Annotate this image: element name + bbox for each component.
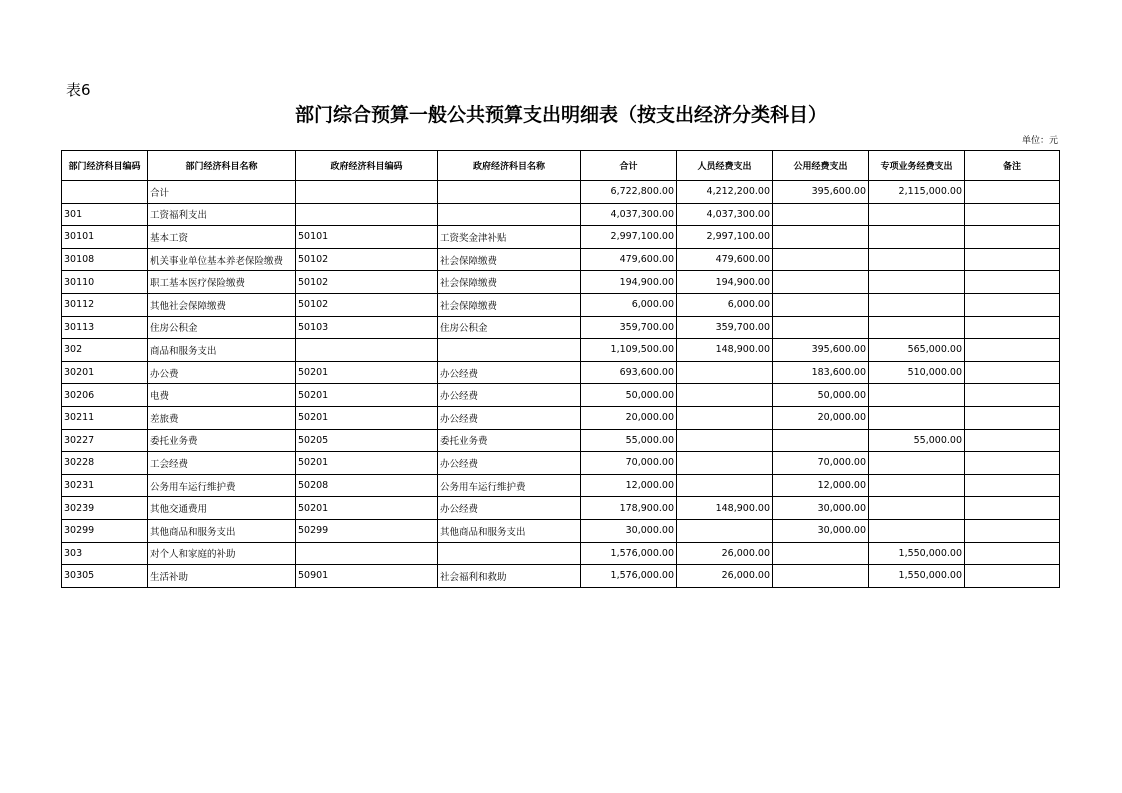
cell-special [869,406,965,429]
cell-gov-name [438,542,581,565]
cell-gov-code: 50201 [296,452,438,475]
cell-dept-code: 30113 [62,316,148,339]
cell-total: 20,000.00 [581,406,677,429]
cell-personnel: 2,997,100.00 [677,226,773,249]
cell-note [965,384,1060,407]
cell-dept-code: 30299 [62,519,148,542]
cell-total: 2,997,100.00 [581,226,677,249]
cell-gov-code: 50103 [296,316,438,339]
cell-special [869,497,965,520]
cell-total: 55,000.00 [581,429,677,452]
cell-total: 30,000.00 [581,519,677,542]
cell-note [965,226,1060,249]
cell-dept-name: 住房公积金 [148,316,296,339]
table-row [62,384,1060,407]
cell-dept-name: 委托业务费 [148,429,296,452]
table-row [62,565,1060,588]
table-row [62,406,1060,429]
cell-special [869,384,965,407]
cell-special: 565,000.00 [869,339,965,362]
cell-note [965,497,1060,520]
cell-gov-name: 其他商品和服务支出 [438,519,581,542]
cell-gov-code: 50901 [296,565,438,588]
cell-total: 178,900.00 [581,497,677,520]
table-row [62,542,1060,565]
cell-gov-code [296,339,438,362]
header-public: 公用经费支出 [773,151,869,181]
cell-special: 1,550,000.00 [869,542,965,565]
cell-dept-name: 机关事业单位基本养老保险缴费 [148,248,296,271]
cell-dept-name: 办公费 [148,361,296,384]
cell-personnel [677,406,773,429]
cell-dept-code: 30108 [62,248,148,271]
cell-dept-name: 基本工资 [148,226,296,249]
cell-gov-code: 50102 [296,293,438,316]
cell-gov-name: 办公经费 [438,361,581,384]
cell-gov-code: 50102 [296,248,438,271]
cell-personnel [677,361,773,384]
cell-note [965,203,1060,226]
cell-dept-code: 301 [62,203,148,226]
cell-note [965,429,1060,452]
header-dept-code: 部门经济科目编码 [62,151,148,181]
cell-gov-name: 社会福利和救助 [438,565,581,588]
cell-dept-name: 其他交通费用 [148,497,296,520]
table-header-row [62,151,1060,181]
cell-total: 6,722,800.00 [581,181,677,204]
cell-gov-name [438,203,581,226]
cell-public [773,565,869,588]
cell-public [773,316,869,339]
cell-dept-code: 30211 [62,406,148,429]
cell-total: 1,109,500.00 [581,339,677,362]
cell-total: 50,000.00 [581,384,677,407]
cell-dept-name: 商品和服务支出 [148,339,296,362]
cell-special [869,474,965,497]
cell-note [965,293,1060,316]
cell-dept-name: 其他社会保障缴费 [148,293,296,316]
table-row [62,248,1060,271]
cell-note [965,565,1060,588]
cell-special [869,271,965,294]
cell-special [869,519,965,542]
table-row [62,361,1060,384]
cell-total: 1,576,000.00 [581,565,677,588]
header-note: 备注 [965,151,1060,181]
cell-public [773,226,869,249]
header-special: 专项业务经费支出 [869,151,965,181]
table-row [62,203,1060,226]
cell-dept-name: 差旅费 [148,406,296,429]
cell-public: 30,000.00 [773,519,869,542]
cell-total: 693,600.00 [581,361,677,384]
cell-personnel: 194,900.00 [677,271,773,294]
unit-label: 单位：元 [1021,136,1058,146]
cell-public: 183,600.00 [773,361,869,384]
cell-gov-code: 50201 [296,384,438,407]
cell-personnel: 148,900.00 [677,339,773,362]
table-row [62,271,1060,294]
cell-gov-name: 办公经费 [438,384,581,407]
cell-total: 479,600.00 [581,248,677,271]
cell-dept-name: 生活补助 [148,565,296,588]
header-dept-name: 部门经济科目名称 [148,151,296,181]
table-row [62,226,1060,249]
cell-gov-code [296,542,438,565]
cell-note [965,452,1060,475]
cell-gov-code: 50101 [296,226,438,249]
cell-dept-code: 30112 [62,293,148,316]
cell-dept-code: 30201 [62,361,148,384]
cell-dept-code: 30239 [62,497,148,520]
cell-note [965,316,1060,339]
cell-special [869,226,965,249]
cell-gov-code: 50208 [296,474,438,497]
table-row [62,519,1060,542]
cell-personnel [677,384,773,407]
cell-personnel: 4,037,300.00 [677,203,773,226]
table-number: 表6 [66,81,91,99]
cell-dept-code: 30228 [62,452,148,475]
cell-gov-code: 50201 [296,361,438,384]
cell-personnel: 148,900.00 [677,497,773,520]
cell-personnel [677,519,773,542]
cell-special: 1,550,000.00 [869,565,965,588]
cell-note [965,181,1060,204]
cell-gov-name: 办公经费 [438,452,581,475]
cell-note [965,248,1060,271]
budget-table [61,150,1060,588]
cell-personnel: 479,600.00 [677,248,773,271]
cell-dept-code: 30227 [62,429,148,452]
table-row [62,452,1060,475]
cell-public [773,271,869,294]
cell-personnel [677,474,773,497]
cell-total: 12,000.00 [581,474,677,497]
cell-public: 50,000.00 [773,384,869,407]
cell-gov-code [296,181,438,204]
header-gov-code: 政府经济科目编码 [296,151,438,181]
table-row [62,497,1060,520]
cell-total: 1,576,000.00 [581,542,677,565]
cell-special: 510,000.00 [869,361,965,384]
cell-gov-name: 委托业务费 [438,429,581,452]
cell-dept-name: 合计 [148,181,296,204]
cell-dept-name: 职工基本医疗保险缴费 [148,271,296,294]
cell-total: 194,900.00 [581,271,677,294]
cell-dept-name: 公务用车运行维护费 [148,474,296,497]
cell-note [965,339,1060,362]
cell-public: 395,600.00 [773,339,869,362]
table-row [62,429,1060,452]
cell-gov-name: 住房公积金 [438,316,581,339]
cell-dept-name: 其他商品和服务支出 [148,519,296,542]
cell-gov-code: 50205 [296,429,438,452]
header-total: 合计 [581,151,677,181]
cell-special: 55,000.00 [869,429,965,452]
cell-total: 70,000.00 [581,452,677,475]
cell-note [965,361,1060,384]
cell-gov-code [296,203,438,226]
cell-special [869,293,965,316]
page-title: 部门综合预算一般公共预算支出明细表（按支出经济分类科目） [294,104,827,126]
cell-gov-name: 社会保障缴费 [438,248,581,271]
cell-special [869,203,965,226]
cell-special: 2,115,000.00 [869,181,965,204]
cell-gov-name [438,339,581,362]
cell-gov-code: 50201 [296,406,438,429]
cell-public: 70,000.00 [773,452,869,475]
cell-gov-name: 社会保障缴费 [438,293,581,316]
cell-gov-name [438,181,581,204]
cell-note [965,271,1060,294]
table-row [62,181,1060,204]
cell-dept-name: 工会经费 [148,452,296,475]
cell-special [869,316,965,339]
cell-special [869,248,965,271]
cell-personnel: 4,212,200.00 [677,181,773,204]
cell-public: 20,000.00 [773,406,869,429]
cell-gov-name: 公务用车运行维护费 [438,474,581,497]
table-row [62,474,1060,497]
cell-dept-code: 30231 [62,474,148,497]
cell-dept-code: 30101 [62,226,148,249]
cell-public [773,248,869,271]
cell-total: 4,037,300.00 [581,203,677,226]
cell-note [965,542,1060,565]
cell-gov-code: 50201 [296,497,438,520]
table-row [62,293,1060,316]
cell-public [773,542,869,565]
cell-note [965,406,1060,429]
cell-gov-code: 50299 [296,519,438,542]
cell-public [773,293,869,316]
cell-personnel [677,452,773,475]
table-body [62,181,1060,588]
cell-dept-name: 电费 [148,384,296,407]
cell-note [965,474,1060,497]
cell-dept-code: 30110 [62,271,148,294]
cell-gov-name: 社会保障缴费 [438,271,581,294]
cell-special [869,452,965,475]
cell-dept-code: 30305 [62,565,148,588]
cell-total: 6,000.00 [581,293,677,316]
cell-gov-name: 办公经费 [438,497,581,520]
cell-personnel [677,429,773,452]
cell-personnel: 6,000.00 [677,293,773,316]
header-personnel: 人员经费支出 [677,151,773,181]
cell-dept-name: 对个人和家庭的补助 [148,542,296,565]
header-gov-name: 政府经济科目名称 [438,151,581,181]
cell-total: 359,700.00 [581,316,677,339]
cell-dept-code: 30206 [62,384,148,407]
cell-gov-name: 工资奖金津补贴 [438,226,581,249]
cell-personnel: 26,000.00 [677,565,773,588]
cell-dept-code: 303 [62,542,148,565]
table-row [62,316,1060,339]
cell-public: 12,000.00 [773,474,869,497]
cell-dept-name: 工资福利支出 [148,203,296,226]
cell-personnel: 359,700.00 [677,316,773,339]
cell-public: 395,600.00 [773,181,869,204]
cell-gov-name: 办公经费 [438,406,581,429]
cell-public [773,429,869,452]
cell-public: 30,000.00 [773,497,869,520]
cell-gov-code: 50102 [296,271,438,294]
cell-personnel: 26,000.00 [677,542,773,565]
cell-public [773,203,869,226]
cell-dept-code [62,181,148,204]
table-row [62,339,1060,362]
cell-dept-code: 302 [62,339,148,362]
cell-note [965,519,1060,542]
